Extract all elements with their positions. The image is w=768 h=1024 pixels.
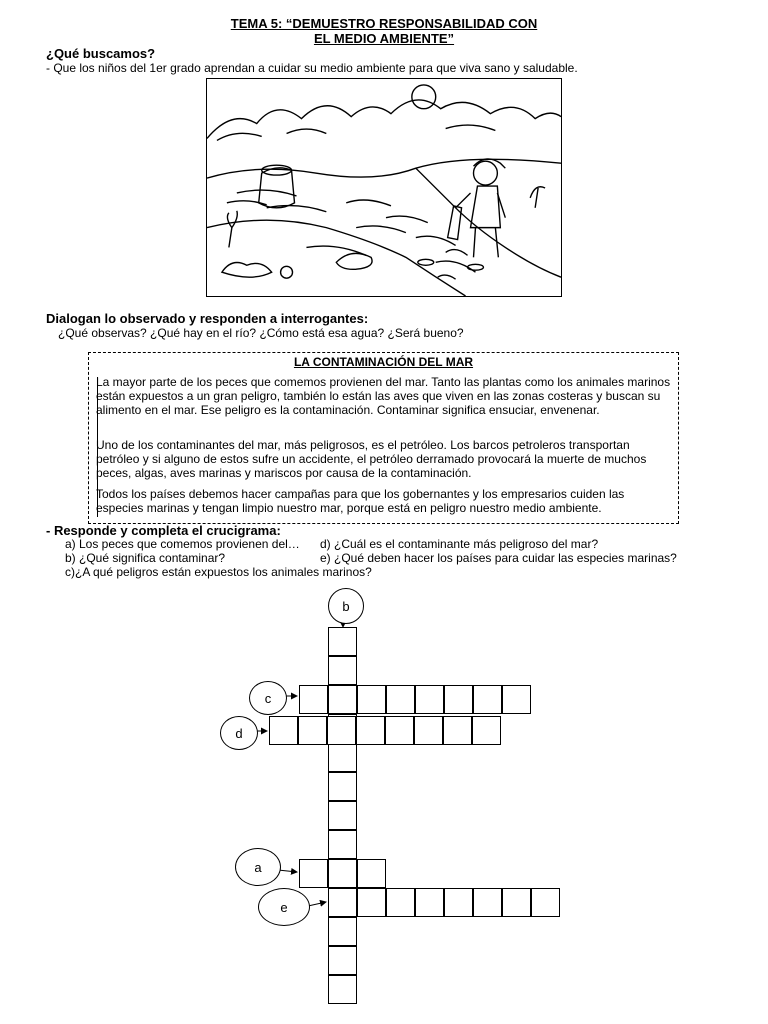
reading-title: LA CONTAMINACIÓN DEL MAR <box>293 355 474 369</box>
objective-heading: ¿Qué buscamos? <box>46 46 156 61</box>
crossword-cell-b-12[interactable] <box>328 946 357 975</box>
crossword-cell-a-1[interactable] <box>299 859 328 888</box>
crossword-cell-c-4[interactable] <box>386 685 415 714</box>
crossword-cell-c-1[interactable] <box>299 685 328 714</box>
crossword-cell-b-10[interactable] <box>328 888 357 917</box>
clue-label-a: a <box>235 848 281 886</box>
crossword-cell-b-7[interactable] <box>328 801 357 830</box>
river-pollution-illustration <box>206 78 562 297</box>
crossword-cell-b-2[interactable] <box>328 656 357 685</box>
worksheet-title <box>0 16 768 46</box>
crossword-cell-d-8[interactable] <box>472 716 501 745</box>
crossword-arrows <box>0 580 768 1024</box>
illustration-drawing <box>207 79 561 296</box>
crossword-cell-b-8[interactable] <box>328 830 357 859</box>
question-a: a) Los peces que comemos provienen del… <box>65 537 300 551</box>
crossword-cell-c-3[interactable] <box>357 685 386 714</box>
crossword-cell-e-7[interactable] <box>502 888 531 917</box>
crossword-cell-d-6[interactable] <box>414 716 443 745</box>
crossword-cell-d-5[interactable] <box>385 716 414 745</box>
reading-paragraph-3: Todos los países debemos hacer campañas para que los gobernantes y los empresarios cuiden las especies marinas y tengan limpio nuestro mar, porque está en peligro nuestro medio ambiente. <box>96 487 625 515</box>
crossword-cell-c-8[interactable] <box>502 685 531 714</box>
question-c: c)¿A qué peligros están expuestos los animales marinos? <box>65 565 372 579</box>
title-line-2: EL MEDIO AMBIENTE” <box>313 31 455 46</box>
crossword-grid <box>0 580 768 1024</box>
crossword-cell-e-6[interactable] <box>473 888 502 917</box>
question-d: d) ¿Cuál es el contaminante más peligroso del mar? <box>320 537 599 551</box>
crossword-cell-e-3[interactable] <box>386 888 415 917</box>
crossword-cell-b-1[interactable] <box>328 627 357 656</box>
clue-label-e: e <box>258 888 310 926</box>
crossword-cell-b-3[interactable] <box>328 685 357 714</box>
crossword-cell-a-3[interactable] <box>357 859 386 888</box>
dialog-questions: ¿Qué observas? ¿Qué hay en el río? ¿Cómo está esa agua? ¿Será bueno? <box>58 326 464 340</box>
crossword-cell-b-13[interactable] <box>328 975 357 1004</box>
question-b: b) ¿Qué significa contaminar? <box>65 551 226 565</box>
title-line-1: TEMA 5: “DEMUESTRO RESPONSABILIDAD CON <box>230 16 538 31</box>
crossword-cell-c-5[interactable] <box>415 685 444 714</box>
crossword-cell-e-2[interactable] <box>357 888 386 917</box>
objective-text: - Que los niños del 1er grado aprendan a cuidar su medio ambiente para que viva sano y saludable. <box>46 61 578 75</box>
reading-paragraph-1: La mayor parte de los peces que comemos provienen del mar. Tanto las plantas como los animales marinos están expuestos a un gran peligro, también lo están las aves que viven en las zonas costeras y buscan su alimento en el mar. Ese peligro es la contaminación. Contaminar significa ensuciar, envenenar. <box>96 375 671 417</box>
crossword-cell-d-1[interactable] <box>269 716 298 745</box>
crossword-cell-e-5[interactable] <box>444 888 473 917</box>
crossword-cell-d-2[interactable] <box>298 716 327 745</box>
clue-label-b: b <box>328 588 364 624</box>
question-e: e) ¿Qué deben hacer los países para cuidar las especies marinas? <box>320 551 677 565</box>
crossword-cell-b-6[interactable] <box>328 772 357 801</box>
crossword-cell-b-11[interactable] <box>328 917 357 946</box>
crossword-cell-d-7[interactable] <box>443 716 472 745</box>
crossword-cell-c-7[interactable] <box>473 685 502 714</box>
crossword-cell-c-6[interactable] <box>444 685 473 714</box>
crossword-cell-e-4[interactable] <box>415 888 444 917</box>
exercise-heading: - Responde y completa el crucigrama: <box>46 523 281 538</box>
crossword-cell-d-3[interactable] <box>327 716 356 745</box>
crossword-cell-d-4[interactable] <box>356 716 385 745</box>
clue-label-d: d <box>220 716 258 750</box>
clue-label-c: c <box>249 681 287 715</box>
crossword-cell-b-9[interactable] <box>328 859 357 888</box>
dialog-heading: Dialogan lo observado y responden a interrogantes: <box>46 311 369 326</box>
reading-paragraph-2: Uno de los contaminantes del mar, más peligrosos, es el petróleo. Los barcos petroleros transportan petróleo y si alguno de estos sufre un accidente, el petróleo derramado provocará la muerte de muchos peces, algas, aves marinas y mariscos por causa de la contaminación. <box>96 438 647 480</box>
crossword-cell-b-5[interactable] <box>328 743 357 772</box>
crossword-cell-e-8[interactable] <box>531 888 560 917</box>
